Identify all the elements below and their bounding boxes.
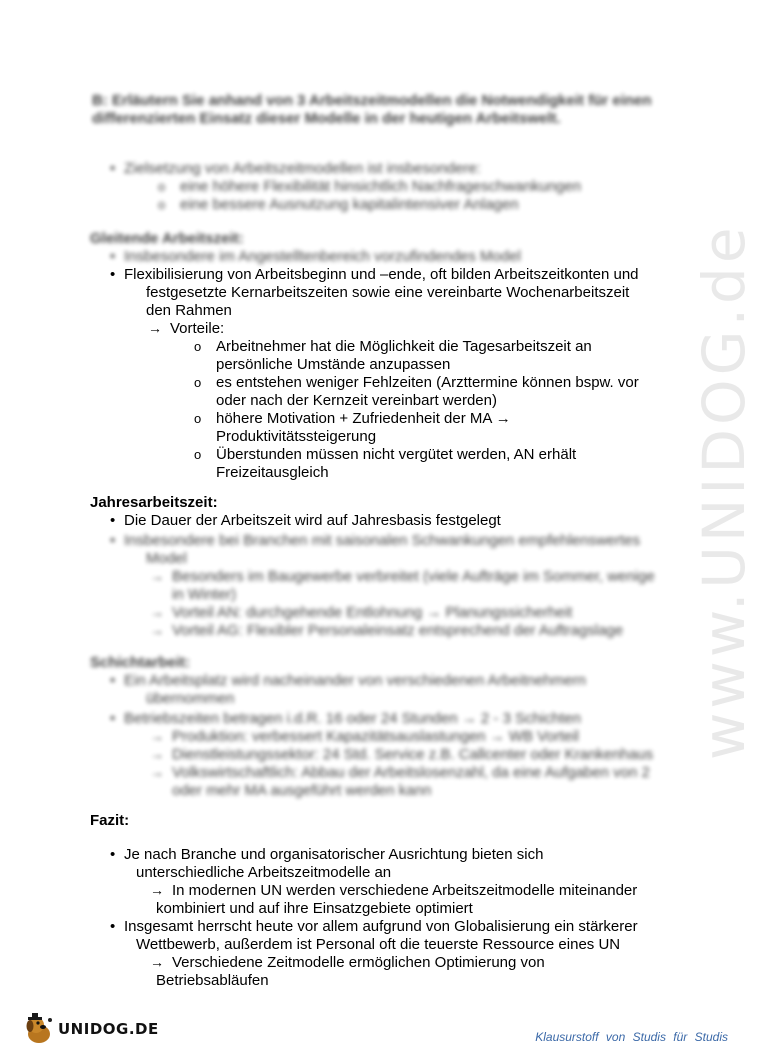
arrow-icon: →	[150, 604, 164, 620]
jahres-arrow-1-l2: in Winter)	[172, 586, 237, 603]
jahres-arrow-2: Vorteil AN: durchgehende Entlohnung → Planungssicherheit	[172, 604, 573, 621]
schicht-bullet-2: • Betriebszeiten betragen i.d.R. 16 oder 24 Stunden → 2 - 3 Schichten	[124, 710, 581, 728]
fazit-bullet-2-l2: Wettbewerb, außerdem ist Personal oft die teuerste Ressource eines UN	[136, 936, 621, 953]
vorteile-label: Vorteile:	[170, 320, 225, 337]
jahres-bullet-2-l2: Model	[146, 550, 187, 567]
fazit-bullet-1-l1: • Je nach Branche und organisatorischer Ausrichtung bieten sich	[124, 846, 543, 864]
footer-tagline: Klausurstoff von Studis für Studis	[535, 1030, 728, 1044]
watermark: www.UNIDOG.de	[690, 223, 758, 760]
schicht-arrow-2: Dienstleistungssektor: 24 Std. Service z.B. Callcenter oder Krankenhaus	[172, 746, 654, 763]
fazit-bullet-1-l2: unterschiedliche Arbeitszeitmodelle an	[136, 864, 392, 881]
vorteil-1-l1: o Arbeitnehmer hat die Möglichkeit die Tagesarbeitszeit an	[216, 338, 592, 356]
gleitende-heading: Gleitende Arbeitszeit:	[90, 230, 244, 247]
logo-text: UNIDOG.DE	[58, 1020, 159, 1038]
schicht-arrow-3-l2: oder mehr MA ausgeführt werden kann	[172, 782, 432, 799]
jahres-heading: Jahresarbeitszeit:	[90, 494, 218, 511]
fazit-arrow-2-l1: Verschiedene Zeitmodelle ermöglichen Optimierung von	[172, 954, 545, 971]
arrow-icon: →	[150, 746, 164, 762]
fazit-arrow-2-l2: Betriebsabläufen	[156, 972, 269, 989]
arrow-icon: →	[150, 568, 164, 584]
vorteil-4-l2: Freizeitausgleich	[216, 464, 329, 481]
jahres-bullet-2-l1: • Insbesondere bei Branchen mit saisonalen Schwankungen empfehlenswertes	[124, 532, 640, 550]
vorteil-1-l2: persönliche Umstände anzupassen	[216, 356, 451, 373]
arrow-icon: →	[150, 882, 164, 898]
jahres-bullet-1: • Die Dauer der Arbeitszeit wird auf Jahresbasis festgelegt	[124, 512, 501, 530]
arrow-icon: →	[150, 954, 164, 970]
intro-bullet: • Zielsetzung von Arbeitszeitmodellen ist insbesondere:	[124, 160, 481, 178]
schicht-heading: Schichtarbeit:	[90, 654, 191, 671]
vorteil-4-l1: o Überstunden müssen nicht vergütet werden, AN erhält	[216, 446, 576, 464]
schicht-arrow-1: Produktion: verbessert Kapazitätsauslastungen → WB Vorteil	[172, 728, 579, 745]
arrow-icon: →	[150, 764, 164, 780]
fazit-heading: Fazit:	[90, 812, 130, 829]
question-heading: B: Erläutern Sie anhand von 3 Arbeitszeitmodellen die Notwendigkeit für einen differenzierten Einsatz dieser Modelle in der heutigen Arbeitswelt.	[92, 92, 652, 127]
schicht-bullet-1-l2: übernommen	[146, 690, 235, 707]
intro-sub-2: o eine bessere Ausnutzung kapitalintensiver Anlagen	[180, 196, 519, 214]
vorteil-2-l1: o es entstehen weniger Fehlzeiten (Arzttermine können bspw. vor	[216, 374, 639, 392]
vorteil-3-l2: Produktivitätssteigerung	[216, 428, 377, 445]
gleitende-bullet-1: • Insbesondere im Angestelltenbereich vorzufindendes Model	[124, 248, 521, 266]
schicht-bullet-1-l1: • Ein Arbeitsplatz wird nacheinander von verschiedenen Arbeitnehmern	[124, 672, 586, 690]
gleitende-bullet-2-l3: den Rahmen	[146, 302, 232, 319]
vorteil-2-l2: oder nach der Kernzeit vereinbart werden)	[216, 392, 497, 409]
arrow-icon: →	[148, 320, 162, 336]
jahres-arrow-1-l1: Besonders im Baugewerbe verbreitet (viele Aufträge im Sommer, wenige	[172, 568, 655, 585]
gleitende-bullet-2-l2: festgesetzte Kernarbeitszeiten sowie eine vereinbarte Wochenarbeitszeit	[146, 284, 630, 301]
unidog-logo[interactable]	[22, 1012, 159, 1046]
jahres-arrow-3: Vorteil AG: Flexibler Personaleinsatz entsprechend der Auftragslage	[172, 622, 624, 639]
schicht-arrow-3-l1: Volkswirtschaftlich: Abbau der Arbeitslosenzahl, da eine Aufgaben von 2	[172, 764, 650, 781]
intro-sub-1: o eine höhere Flexibilität hinsichtlich Nachfrageschwankungen	[180, 178, 581, 196]
fazit-bullet-2-l1: • Insgesamt herrscht heute vor allem aufgrund von Globalisierung ein stärkerer	[124, 918, 638, 936]
dog-logo-icon	[22, 1012, 56, 1046]
arrow-icon: →	[150, 728, 164, 744]
arrow-icon: →	[150, 622, 164, 638]
fazit-arrow-1-l2: kombiniert und auf ihre Einsatzgebiete optimiert	[156, 900, 473, 917]
fazit-arrow-1-l1: In modernen UN werden verschiedene Arbeitszeitmodelle miteinander	[172, 882, 638, 899]
vorteil-3-l1: o höhere Motivation + Zufriedenheit der MA →	[216, 410, 511, 428]
gleitende-bullet-2-l1: • Flexibilisierung von Arbeitsbeginn und –ende, oft bilden Arbeitszeitkonten und	[124, 266, 639, 284]
